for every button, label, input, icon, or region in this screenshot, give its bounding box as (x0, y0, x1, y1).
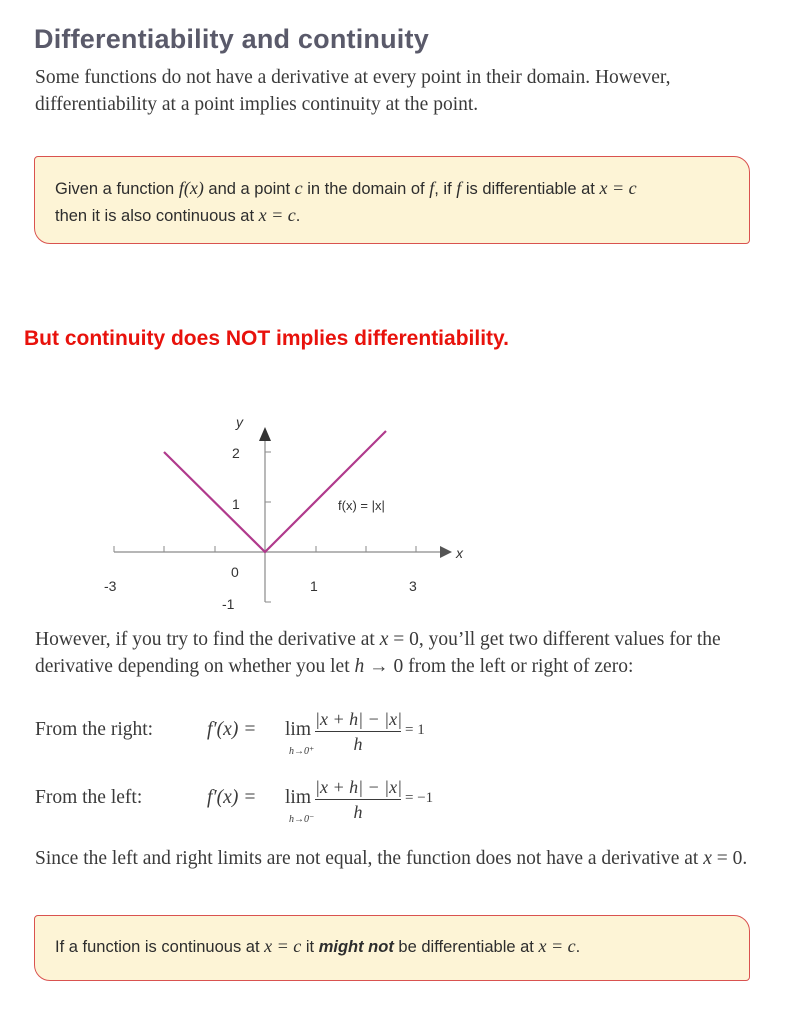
eq-left-lhs: f′(x) = (207, 787, 257, 808)
y-tick-label-neg1: -1 (222, 596, 235, 612)
derivative-paragraph (35, 626, 775, 680)
eq-right-denominator: h (353, 734, 363, 755)
theorem-box (34, 156, 750, 244)
theorem-text-1: Given a function (55, 180, 179, 198)
abs-function-graph (100, 405, 500, 620)
para1-text-e: → 0 from the left or right of zero: (364, 656, 634, 677)
theorem-text-4: , if (434, 180, 457, 198)
note-emphasis: might not (318, 938, 394, 956)
x-tick-label-neg3: -3 (104, 578, 117, 594)
note-box (34, 915, 750, 981)
x-tick-label-3: 3 (409, 578, 417, 594)
note-math-xc2: x = c (538, 936, 576, 956)
eq-right-numerator: |x + h| − |x| (315, 709, 403, 729)
y-tick-label-0: 0 (231, 564, 239, 580)
y-axis-label: y (236, 414, 243, 430)
para2-text-c: = 0. (711, 848, 748, 869)
conclusion-paragraph (35, 845, 775, 872)
theorem-math-c: c (294, 178, 303, 198)
theorem-math-xc1: x = c (599, 178, 637, 198)
para1-text-c: = 0, you’ll get two different values for the derivative depending on whether you let (35, 629, 721, 677)
para1-text-a: However, if you try to find the derivative at (35, 629, 380, 650)
y-tick-label-2: 2 (232, 445, 240, 461)
eq-right-lim: lim (285, 719, 312, 740)
eq-right-lhs: f′(x) = (207, 719, 257, 740)
eq-right-fraction (315, 708, 401, 754)
eq-left-numerator: |x + h| − |x| (315, 777, 403, 797)
y-tick-label-1: 1 (232, 496, 240, 512)
theorem-math-xc2: x = c (258, 205, 296, 225)
theorem-text-5: is differentiable at (461, 180, 600, 198)
eq-right-fraction-bar (315, 731, 401, 732)
theorem-math-fx: f(x) (178, 178, 204, 198)
theorem-math-f1: f (429, 178, 435, 198)
x-axis-label: x (456, 545, 463, 561)
para2-text-a: Since the left and right limits are not equal, the function does not have a derivative at (35, 848, 704, 869)
para1-math-h: h (354, 656, 365, 677)
function-label: f(x) = |x| (338, 498, 385, 513)
eq-left-fraction-bar (315, 799, 401, 800)
abs-function-curve (164, 431, 386, 552)
note-text-4: . (575, 938, 581, 956)
note-text-1: If a function is continuous at (55, 938, 265, 956)
eq-left-result: = −1 (405, 790, 434, 806)
eq-right-label: From the right: (35, 719, 154, 740)
theorem-math-f2: f (456, 178, 462, 198)
red-note: But continuity does NOT implies differentiability. (24, 327, 509, 350)
theorem-text-3: in the domain of (302, 180, 430, 198)
eq-right-result: = 1 (405, 722, 425, 738)
note-math-xc1: x = c (264, 936, 302, 956)
para1-math-x: x (379, 629, 389, 650)
eq-left-lim-sub: h→0⁻ (289, 814, 315, 825)
eq-left-label: From the left: (35, 787, 143, 808)
theorem-text-7: . (295, 207, 301, 225)
section-heading: Differentiability and continuity (34, 24, 429, 54)
intro-paragraph: Some functions do not have a derivative at every point in their domain. However, differentiability at a point implies continuity at the point. (35, 67, 671, 115)
theorem-text-6: then it is also continuous at (55, 207, 259, 225)
x-tick-label-1: 1 (310, 578, 318, 594)
para2-math-x: x (703, 848, 712, 869)
eq-left-lim: lim (285, 787, 312, 808)
y-axis-arrow-icon (259, 427, 271, 441)
theorem-text-2: and a point (203, 180, 295, 198)
eq-left-denominator: h (353, 802, 363, 823)
eq-left-fraction (315, 776, 401, 822)
x-axis-arrow-icon (440, 546, 452, 558)
note-text-2: it (301, 938, 319, 956)
note-text-3: be differentiable at (393, 938, 539, 956)
eq-right-lim-sub: h→0⁺ (289, 746, 315, 757)
